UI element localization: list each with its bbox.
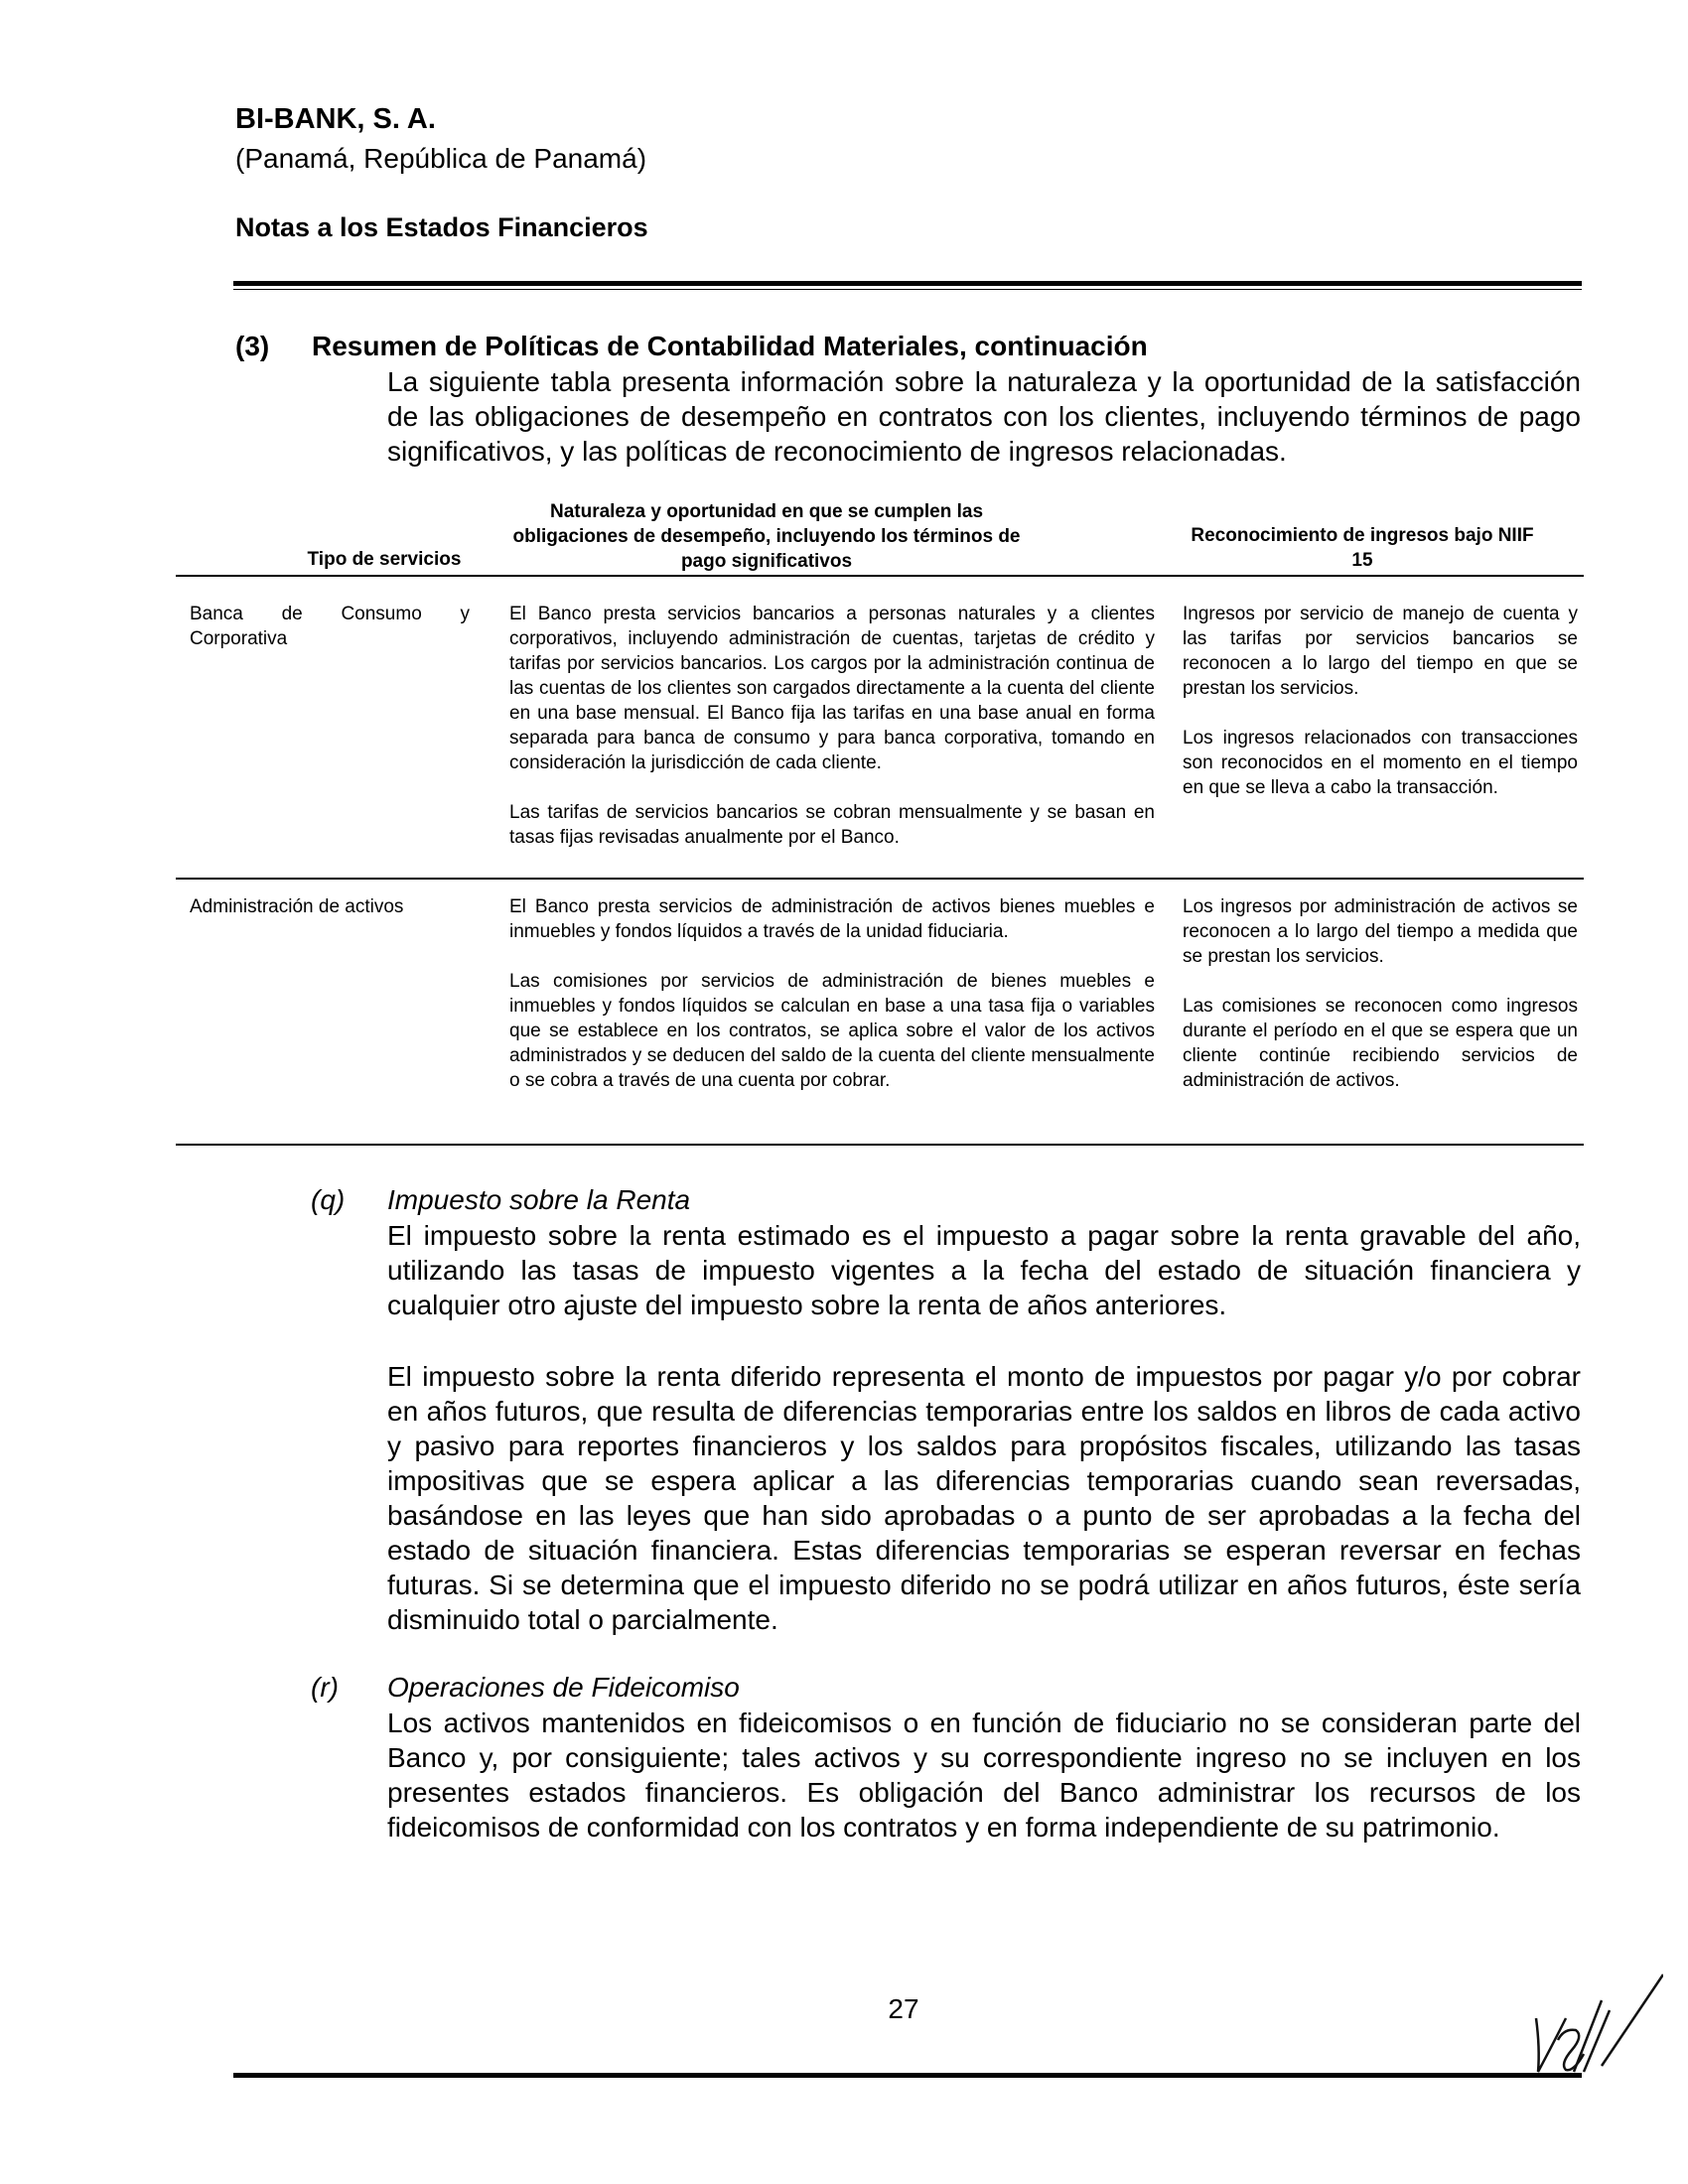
row-1-nature: [509, 602, 1155, 850]
row-2-type: Administración de activos: [190, 896, 404, 917]
item-q-text-1: El impuesto sobre la renta estimado es el impuesto a pagar sobre la renta gravable del año, utilizando las tasas de impuesto vigentes a la fecha del estado de situación financiera y cualquier otro ajuste del impuesto sobre la renta de años anteriores.: [387, 1220, 1581, 1320]
row-1-recognition-para-2: Los ingresos relacionados con transacciones son reconocidos en el momento en el tiempo en que se lleva a cabo la transacción.: [1183, 728, 1578, 798]
item-q-para-2: [387, 1359, 1581, 1637]
item-r-title: Operaciones de Fideicomiso: [387, 1672, 740, 1703]
table-bottom-rule: [176, 1144, 1584, 1146]
row-1-nature-para-1: El Banco presta servicios bancarios a personas naturales y a clientes corporativos, incluyendo administración de cuentas, tarjetas de crédito y tarifas por servicios bancarios. Los cargos por la administración continua de las cuentas de los clientes son cargados directamente a la cuenta del cliente en una base mensual. El Banco fija las tarifas en una base anual en forma separada para banca de consumo y para banca corporativa, tomando en consideración la jurisdicción de cada cliente.: [509, 604, 1155, 773]
row-2-nature-para-2: Las comisiones por servicios de administración de bienes muebles e inmuebles y fondos líquidos se calculan en base a una tasa fija o variables que se establece en los contratos, se aplica sobre el valor de los activos administrados y se deducen del saldo de la cuenta del cliente mensualmente o se cobra a través de una cuenta por cobrar.: [509, 971, 1155, 1091]
section-number: (3): [235, 331, 270, 361]
row-1-recognition-para-1: Ingresos por servicio de manejo de cuenta y las tarifas por servicios bancarios se reconocen a lo largo del tiempo en que se prestan los servicios.: [1183, 604, 1578, 699]
header-recognition: Reconocimiento de ingresos bajo NIIF 15: [1191, 525, 1534, 571]
item-q-letter: (q): [311, 1184, 346, 1215]
section-intro: La siguiente tabla presenta información sobre la naturaleza y la oportunidad de la satisfacción de las obligaciones de desempeño en contratos con los clientes, incluyendo términos de pago significativos, y las políticas de reconocimiento de ingresos relacionadas.: [387, 366, 1581, 467]
item-q-title: Impuesto sobre la Renta: [387, 1184, 691, 1215]
item-r-para-1: [387, 1706, 1581, 1844]
item-q-text-2: El impuesto sobre la renta diferido representa el monto de impuestos por pagar y/o por cobrar en años futuros, que resulta de diferencias temporarias entre los saldos en libros de cada activo y pasivo para reportes financieros y los saldos para propósitos fiscales, utilizando las tasas impositivas que se espera aplicar a las diferencias temporarias cuando sean reversadas, basándose en las leyes que han sido aprobadas o a punto de ser aprobadas a la fecha del estado de situación financiera. Estas diferencias temporarias se esperan reversar en fechas futuras. Si se determina que el impuesto diferido no se podrá utilizar en años futuros, éste sería disminuido total o parcialmente.: [387, 1361, 1581, 1635]
header-divider-thin: [233, 289, 1582, 290]
row-2-recognition-para-1: Los ingresos por administración de activos se reconocen a lo largo del tiempo a medida que se prestan los servicios.: [1183, 896, 1578, 967]
section-title: Resumen de Políticas de Contabilidad Materiales, continuación: [312, 331, 1148, 361]
header-nature: Naturaleza y oportunidad en que se cumplen las obligaciones de desempeño, incluyendo los términos de pago significativos: [512, 501, 1021, 572]
row-2-recognition-para-2: Las comisiones se reconocen como ingresos durante el período en el que se espera que un cliente continúe recibiendo servicios de administración de activos.: [1183, 996, 1578, 1091]
row-2-nature: [509, 894, 1155, 1093]
row-1-type: Banca de Consumo y Corporativa: [190, 604, 470, 649]
table-header-rule: [176, 575, 1584, 577]
company-name: BI-BANK, S. A.: [235, 103, 436, 135]
item-r-text-1: Los activos mantenidos en fideicomisos o en función de fiduciario no se consideran parte del Banco y, por consiguiente; tales activos y su correspondiente ingreso no se incluyen en los presentes estados financieros. Es obligación del Banco administrar los recursos de los fideicomisos de conformidad con los contratos y en forma independiente de su patrimonio.: [387, 1707, 1581, 1843]
footer-divider: [233, 2073, 1582, 2078]
page-title: Notas a los Estados Financieros: [235, 212, 648, 242]
row-1-recognition: [1183, 602, 1578, 800]
table-row-rule: [176, 878, 1584, 880]
row-1-nature-para-2: Las tarifas de servicios bancarios se cobran mensualmente y se basan en tasas fijas revisadas anualmente por el Banco.: [509, 802, 1155, 848]
item-r-letter: (r): [311, 1672, 339, 1703]
row-2-nature-para-1: El Banco presta servicios de administración de activos bienes muebles e inmuebles y fondos líquidos a través de la unidad fiduciaria.: [509, 896, 1155, 942]
item-q-para-1: [387, 1218, 1581, 1322]
signature-initials: [1514, 1971, 1663, 2080]
company-location: (Panamá, República de Panamá): [235, 143, 647, 174]
header-type-of-services: Tipo de servicios: [307, 549, 462, 570]
page-number: 27: [888, 1993, 919, 2024]
row-2-recognition: [1183, 894, 1578, 1093]
header-divider: [233, 281, 1582, 286]
